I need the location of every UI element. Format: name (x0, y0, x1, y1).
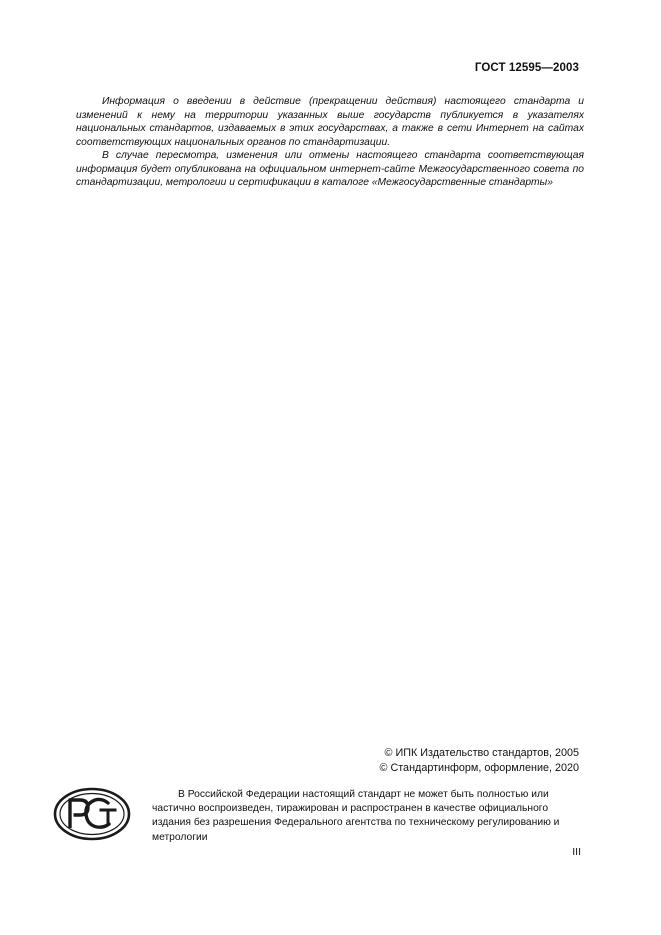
page-number: III (572, 846, 581, 858)
gost-r-logo-icon (52, 786, 132, 842)
copyright-design: © Стандартинформ, оформление, 2020 (379, 762, 579, 774)
notice-paragraph-introduction: Информация о введении в действие (прекращении действия) настоящего стандарта и изменений к нему на территории указанных выше государств публикуется в указателях национальных стандартов, издаваемых в этих государствах, а также в сети Интернет на сайтах соответствующих национальных органов по стандартизации. (76, 96, 584, 148)
reproduction-restriction-notice (152, 788, 584, 845)
legal-text: В Российской Федерации настоящий стандарт не может быть полностью или частично воспроизведен, тиражирован и распространен в качестве официального издания без разрешения Федерального агентства по техническому регулированию и метрологии (152, 789, 560, 843)
publication-notice (76, 95, 584, 190)
copyright-publisher: © ИПК Издательство стандартов, 2005 (384, 747, 579, 759)
copyright-block (379, 746, 579, 776)
standard-code: ГОСТ 12595—2003 (474, 62, 579, 74)
notice-paragraph-revision: В случае пересмотра, изменения или отмены настоящего стандарта соответствующая информация будет опубликована на официальном интернет-сайте Межгосударственного совета по стандартизации, метрологии и сертификации в каталоге «Межгосударственные стандарты» (76, 150, 584, 188)
